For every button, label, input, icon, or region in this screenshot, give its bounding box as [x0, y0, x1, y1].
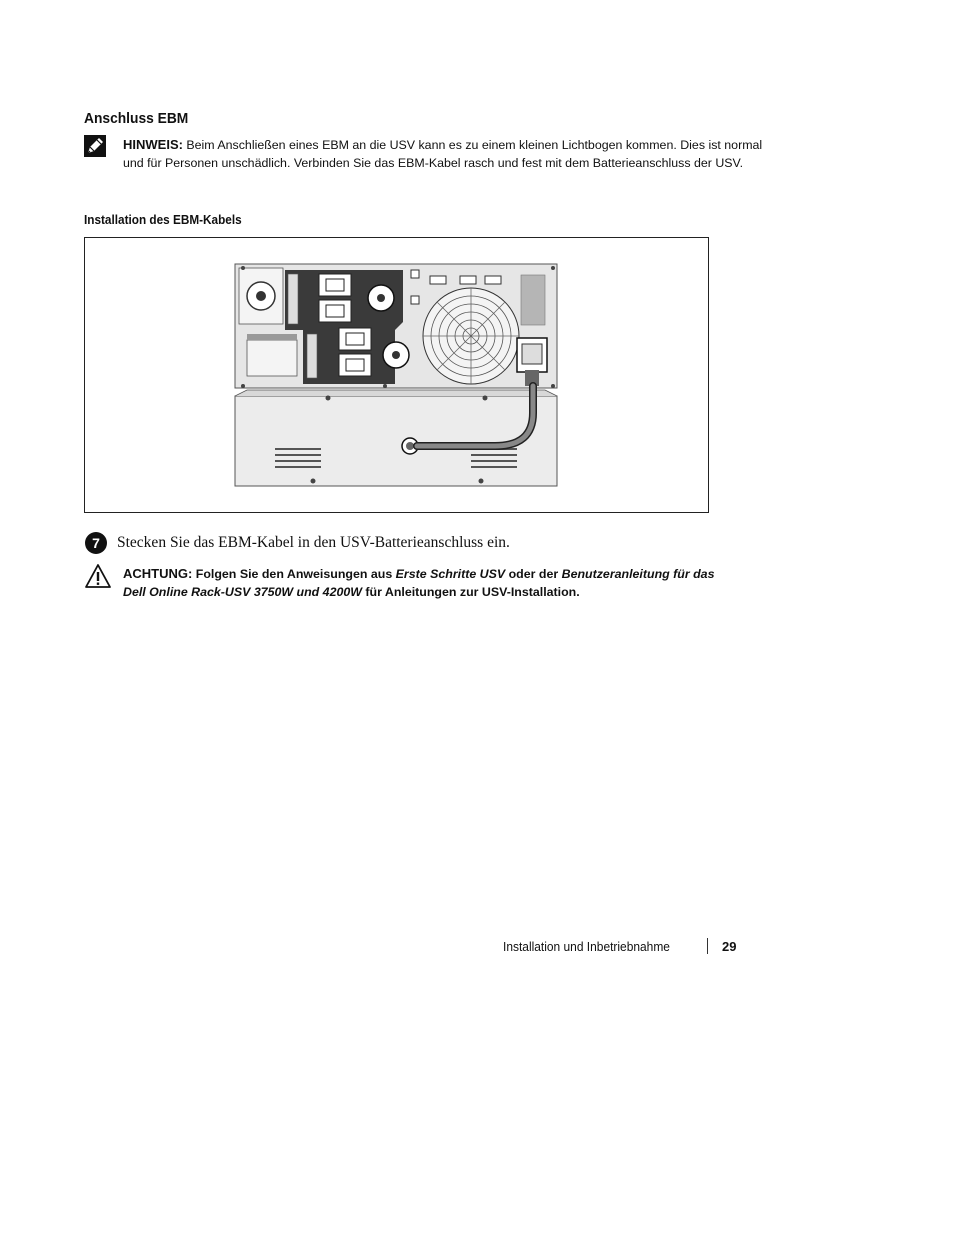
- step-number-badge: 7: [85, 532, 107, 554]
- warning-triangle-icon: [84, 563, 112, 589]
- note-label: HINWEIS:: [123, 137, 183, 152]
- step-text: Stecken Sie das EBM-Kabel in den USV-Batterieanschluss ein.: [117, 534, 510, 551]
- figure-caption: Installation des EBM-Kabels: [84, 212, 242, 227]
- caution-ref-2: Benutzeranleitung für das Dell Online Rack-USV 3750W und 4200W: [123, 567, 715, 599]
- ups-ebm-cable-illustration: [85, 238, 708, 512]
- caution-paragraph: [123, 565, 723, 601]
- figure-frame: [84, 237, 709, 513]
- caution-ref-1: Erste Schritte USV: [395, 567, 506, 581]
- note-paragraph: [123, 136, 763, 172]
- caution-text-3: für Anleitungen zur USV-Installation.: [361, 584, 580, 599]
- caution-text-1: Folgen Sie den Anweisungen aus: [192, 567, 396, 581]
- footer-chapter: Installation und Inbetriebnahme: [503, 940, 670, 954]
- pencil-note-icon: [84, 135, 106, 157]
- caution-label: ACHTUNG:: [123, 566, 193, 581]
- page-number: 29: [722, 939, 737, 954]
- caution-text-2: oder der: [505, 567, 562, 581]
- section-title: Anschluss EBM: [84, 110, 189, 127]
- note-body: Beim Anschließen eines EBM an die USV kann es zu einem kleinen Lichtbogen kommen. Dies ist normal und für Personen unschädlich. Verbinden Sie das EBM-Kabel rasch und fest mit dem Batterieanschluss der USV.: [123, 138, 763, 170]
- footer-separator: [707, 938, 708, 954]
